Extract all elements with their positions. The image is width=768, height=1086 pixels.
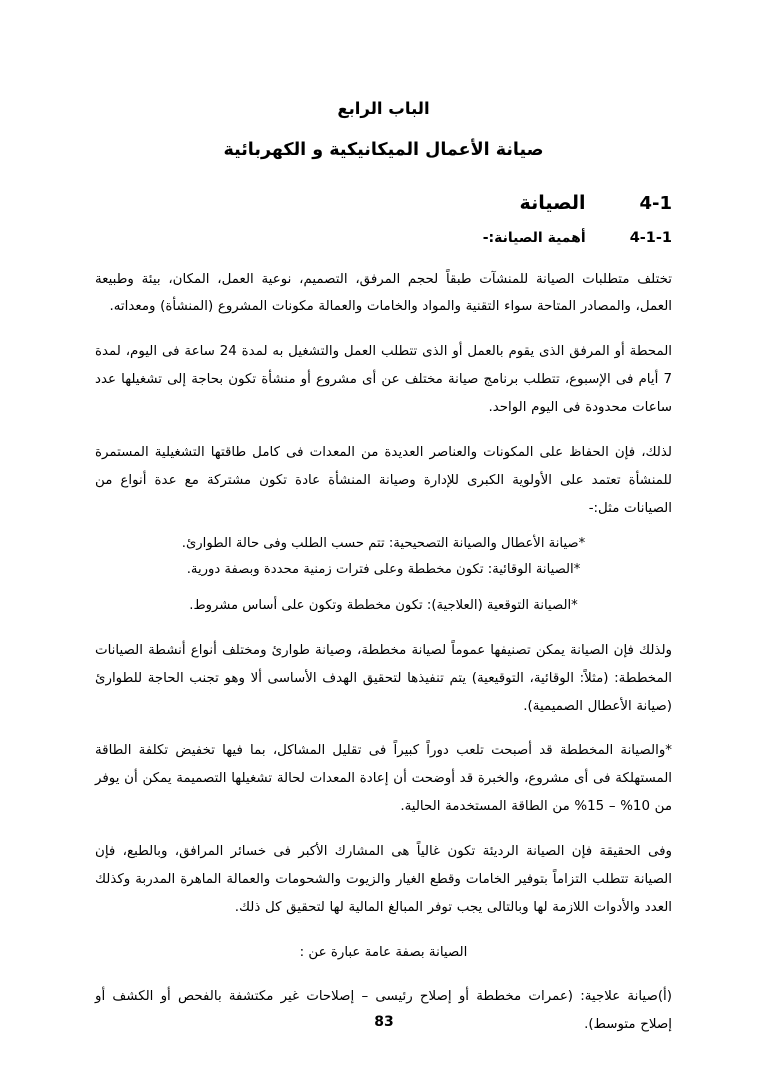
maintenance-types-list xyxy=(95,531,672,620)
subsection-title: أهمية الصيانة:- xyxy=(482,229,586,246)
section-heading-importance xyxy=(95,230,672,246)
paragraph-maintenance-summary-intro: الصيانة بصفة عامة عبارة عن : xyxy=(299,944,468,960)
page-content xyxy=(95,96,672,1039)
section-title: الصيانة xyxy=(519,191,586,214)
paragraph-operating-hours: المحطة أو المرفق الذى يقوم بالعمل أو الذى تتطلب العمل والتشغيل به لمدة 24 ساعة فى اليوم، لمدة 7 أيام فى الإسبوع، تتطلب برنامج صيانة مختلف عن أى مشروع أو منشأة تكون بحاجة إلى تشغيلها عدد ساعات محدودة فى اليوم الواحد. xyxy=(95,344,672,416)
page-number: 83 xyxy=(374,1014,394,1030)
section-number: 4-1 xyxy=(639,192,672,214)
paragraph-preservation-priority: لذلك، فإن الحفاظ على المكونات والعناصر العديدة من المعدات فى كامل طاقتها التشغيلية المستمرة للمنشأة تعتمد على الأولوية الكبرى للإدارة وصيانة المنشأة عادة تكون مشتركة مع عدة أنواع من الصيانات مثل:- xyxy=(95,444,672,516)
paragraph-maintenance-requirements: تختلف متطلبات الصيانة للمنشآت طبقاً لحجم المرفق، التصميم، نوعية العمل، المكان، بيئة وطبيعة العمل، والمصادر المتاحة سواء التقنية والمواد والخامات والعمالة مكونات المشروع (المنشأة) ومعداته. xyxy=(95,271,672,315)
chapter-subtitle: صيانة الأعمال الميكانيكية و الكهربائية xyxy=(223,139,544,160)
list-item: *الصيانة الوقائية: تكون مخططة وعلى فترات زمنية محددة وبصفة دورية. xyxy=(186,561,581,577)
list-item: *صيانة الأعطال والصيانة التصحيحية: تتم حسب الطلب وفى حالة الطوارئ. xyxy=(181,535,586,551)
paragraph-planned-maintenance-savings: *والصيانة المخططة قد أصبحت تلعب دوراً كبيراً فى تقليل المشاكل، بما فيها تخفيض تكلفة الطاقة المستهلكة فى أى مشروع، والخبرة قد أوضحت أن إعادة المعدات لحالة تشغيلها التصميمة يمكن أن يوفر من 10% – 15% من الطاقة المستخدمة الحالية. xyxy=(95,743,672,815)
subsection-number: 4-1-1 xyxy=(629,229,672,246)
list-item: *الصيانة التوقعية (العلاجية): تكون مخططة وتكون على أساس مشروط. xyxy=(189,598,578,614)
paragraph-maintenance-classification: ولذلك فإن الصيانة يمكن تصنيفها عموماً لصيانة مخططة، وصيانة طوارئ ومختلف أنواع أنشطة الصيانات المخططة: (مثلاً: الوقائية، التوقيعية) يتم تنفيذها لتحقيق الهدف الأساسى ألا وهو تجنب الحاجة للطوارئ (صيانة الأعطال الصميمية). xyxy=(95,642,672,714)
chapter-title: الباب الرابع xyxy=(337,99,430,118)
paragraph-corrective-maintenance: (أ)صيانة علاجية: (عمرات مخططة أو إصلاح رئيسى – إصلاحات غير مكتشفة بالفحص أو الكشف أو إصلاح متوسط). xyxy=(95,989,672,1033)
section-heading-maintenance xyxy=(95,192,672,214)
paragraph-poor-maintenance-costs: وفى الحقيقة فإن الصيانة الرديئة تكون غالياً هى المشارك الأكبر فى خسائر المرافق، وبالطبع، فإن الصيانة تتطلب التزاماً بتوفير الخامات وقطع الغيار والزيوت والشحومات والعمالة الماهرة المدربة وكذلك العدد والأدوات اللازمة لها وبالتالى يجب توفر المبالغ المالية لها لتحقيق كل ذلك. xyxy=(95,844,672,915)
